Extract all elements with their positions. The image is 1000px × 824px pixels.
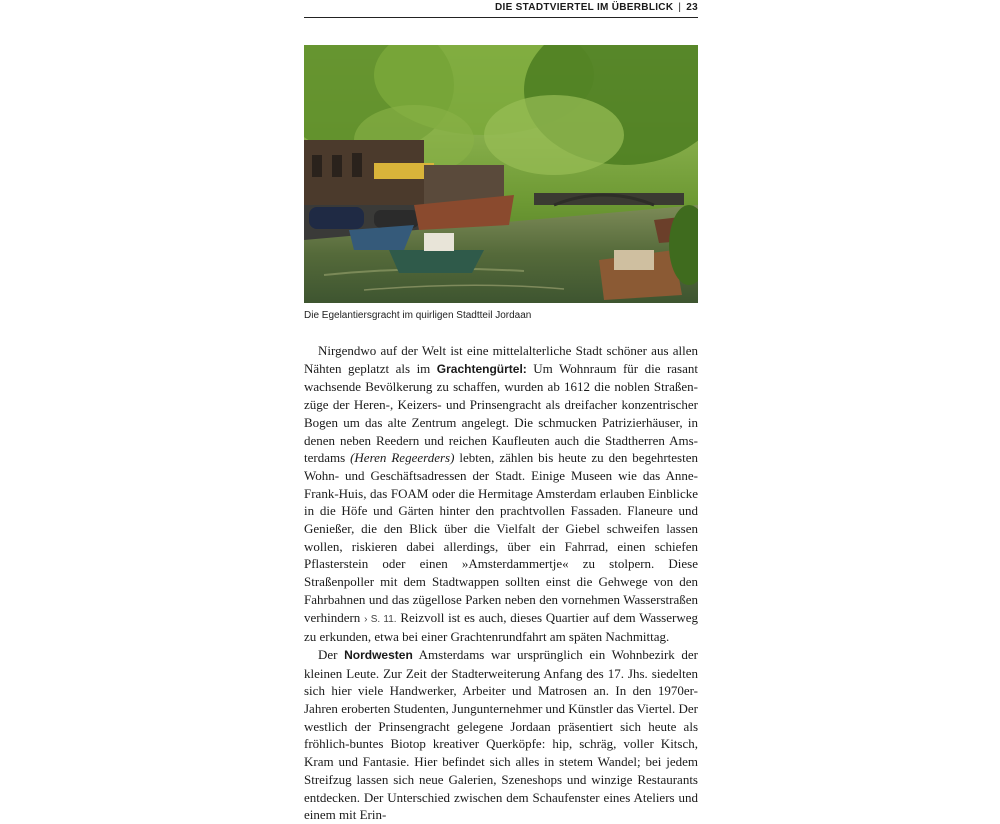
paragraph-text: Reizvoll ist es auch, dieses Quartier auf dem Wasserweg zu erkunden, etwa bei einer Grachtenrundfahrt am späten Nachmittag. [304, 609, 699, 645]
header-rule [304, 17, 698, 18]
book-page [304, 0, 699, 823]
paragraph-text: Amsterdams war ursprünglich ein Wohnbezirk der kleinen Leute. Zur Zeit der Stadterweiterung Anfang des 17. Jhs. siedelten sich hier viele Handwerker, Arbeiter und Matrosen an. In den 1970er-Jahren eroberten Studenten, Jungunternehmer und Künstler das Viertel. Der westlich der Prinsengracht gelegene Jordaan präsentiert sich heute als fröhlich-buntes Biotop kreativer Querköpfe: hip, schräg, voller Kitsch, Kram und Fantasie. Hier befindet sich alles in stetem Wandel; bei jedem Streifzug lassen sich neue Galerien, Szeneshops und winzige Restaurants entdecken. Der Unterschied zwischen dem Schaufenster eines Ateliers und einem mit Erin- [304, 646, 698, 823]
paragraph-text: Der [318, 646, 345, 662]
photo-caption: Die Egelantiersgracht im quirligen Stadtteil Jordaan [304, 310, 532, 321]
running-head-title: DIE STADTVIERTEL IM ÜBERBLICK [495, 2, 674, 13]
keyword-grachtenguertel: Grachtengürtel: [436, 361, 527, 376]
canal-photo-illustration [304, 45, 698, 303]
running-head [495, 0, 698, 15]
cross-reference: › S. 11. [364, 613, 397, 625]
page-number: 23 [686, 2, 698, 13]
paragraph-grachtenguertel [304, 342, 698, 646]
running-head-separator: | [678, 2, 682, 13]
paragraph-text: Um Wohnraum für die rasant wachsende Bevölkerung zu schaffen, wurden ab 1612 die noblen Straßenzüge der Heren-, Keizers- und Prinsengracht als dreifacher konzentrischer Bogen um das alte Zentrum angelegt. Die schmucken Patrizierhäuser, in denen neben Reedern und reichen Kaufleuten auch die Stadtherren Amsterdams [304, 360, 698, 466]
canal-photo [304, 45, 698, 303]
italic-term: (Heren Regeerders) [350, 450, 455, 466]
paragraph-nordwesten [304, 646, 698, 824]
paragraph-text: lebten, zählen bis heute zu den begehrtesten Wohn- und Geschäftsadressen der Stadt. Einige Museen wie das Anne-Frank-Huis, das FOAM oder die Hermitage Amsterdam erlauben Einblicke in die Höfe und Gärten hinter den prachtvollen Fassaden. Flaneure und Genießer, die den Blick über die Vielfalt der Giebel schweifen lassen wollen, riskieren dabei allerdings, über ein Fahrrad, einen schiefen Pflasterstein oder einen »Amsterdammertje« zu stolpern. Diese Straßenpoller mit dem Stadtwappen sollten einst die Gehwege von den Fahrbahnen und das zügellose Parken neben den vornehmen Wasserstraßen verhindern [304, 450, 698, 625]
body-text [304, 342, 698, 824]
keyword-nordwesten: Nordwesten [344, 647, 413, 662]
paragraph-text: Nirgendwo auf der Welt ist eine mittelalterliche Stadt schöner aus allen Nähten geplatzt als im [304, 343, 698, 376]
